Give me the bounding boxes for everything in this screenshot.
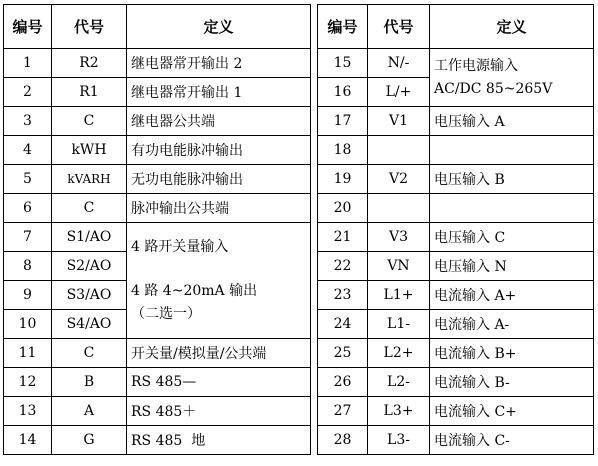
pin-number: 27	[318, 397, 368, 426]
pin-definition: 开关量/模拟量/公共端	[127, 339, 311, 368]
pin-definition: 有功电能脉冲输出	[127, 136, 311, 165]
merged-definition-line: 4 路 4~20mA 输出	[131, 282, 258, 299]
pin-definition: 电流输入 A+	[430, 281, 594, 310]
pin-definition: 继电器常开输出 1	[127, 78, 311, 107]
header-code: 代号	[52, 5, 127, 49]
pin-code: L2-	[368, 368, 430, 397]
pin-number: 14	[4, 426, 52, 455]
merged-definition-line: 4 路开关量输入	[131, 238, 229, 255]
pin-number: 4	[4, 136, 52, 165]
table-row	[318, 426, 594, 455]
pin-code: B	[52, 368, 127, 397]
pin-number: 7	[4, 223, 52, 252]
table-row	[318, 136, 594, 165]
table-row	[4, 165, 311, 194]
pin-code: S3/AO	[52, 281, 127, 310]
pin-definition: 电压输入 A	[430, 107, 594, 136]
pin-definition-merged	[127, 223, 311, 339]
pin-definition: 电流输入 C-	[430, 426, 594, 455]
pin-table-right	[317, 4, 594, 455]
pin-code: N/-	[368, 49, 430, 78]
pin-code: V3	[368, 223, 430, 252]
pin-code: C	[52, 339, 127, 368]
pin-number: 6	[4, 194, 52, 223]
table-row	[318, 223, 594, 252]
pin-code	[368, 194, 430, 223]
pin-number: 20	[318, 194, 368, 223]
pin-definition: RS 485—	[127, 368, 311, 397]
pin-number: 26	[318, 368, 368, 397]
pin-code: S2/AO	[52, 252, 127, 281]
pin-number: 24	[318, 310, 368, 339]
pin-number: 22	[318, 252, 368, 281]
pin-code: C	[52, 194, 127, 223]
header-number: 编号	[318, 5, 368, 49]
pin-definition: 电压输入 B	[430, 165, 594, 194]
pin-number: 5	[4, 165, 52, 194]
header-code: 代号	[368, 5, 430, 49]
pin-definition: 脉冲输出公共端	[127, 194, 311, 223]
pin-definition: 电流输入 B+	[430, 339, 594, 368]
pin-definition: 电压输入 N	[430, 252, 594, 281]
pin-number: 25	[318, 339, 368, 368]
table-row	[318, 194, 594, 223]
pin-code: V2	[368, 165, 430, 194]
table-row	[318, 368, 594, 397]
pin-code: S1/AO	[52, 223, 127, 252]
pin-definition: RS 485＋	[127, 397, 311, 426]
pin-code: L2+	[368, 339, 430, 368]
table-row	[318, 310, 594, 339]
pin-code: L1-	[368, 310, 430, 339]
pin-number: 15	[318, 49, 368, 78]
pin-number: 2	[4, 78, 52, 107]
table-row	[318, 107, 594, 136]
pin-definition: 电压输入 C	[430, 223, 594, 252]
table-row	[4, 136, 311, 165]
pin-number: 9	[4, 281, 52, 310]
pin-definition: 继电器公共端	[127, 107, 311, 136]
table-row	[318, 339, 594, 368]
pin-definition: 电流输入 C+	[430, 397, 594, 426]
pin-code: L/+	[368, 78, 430, 107]
pin-number: 10	[4, 310, 52, 339]
pin-number: 12	[4, 368, 52, 397]
table-row	[4, 397, 311, 426]
pin-definition: RS 485 地	[127, 426, 311, 455]
table-row	[318, 49, 594, 78]
pin-code: L1+	[368, 281, 430, 310]
table-row	[4, 78, 311, 107]
pin-number: 23	[318, 281, 368, 310]
pin-definition: 继电器常开输出 2	[127, 49, 311, 78]
pin-number: 17	[318, 107, 368, 136]
pin-definition: 电流输入 A-	[430, 310, 594, 339]
pin-code: kVARH	[52, 165, 127, 194]
pin-number: 21	[318, 223, 368, 252]
header-definition: 定义	[430, 5, 594, 49]
pin-code: V1	[368, 107, 430, 136]
header-definition: 定义	[127, 5, 311, 49]
table-row	[318, 281, 594, 310]
pin-code: L3-	[368, 426, 430, 455]
pin-code: C	[52, 107, 127, 136]
pin-code: R2	[52, 49, 127, 78]
pin-number: 19	[318, 165, 368, 194]
pin-number: 28	[318, 426, 368, 455]
pin-number: 13	[4, 397, 52, 426]
pin-definition-merged	[430, 49, 594, 107]
pin-code: A	[52, 397, 127, 426]
pin-number: 11	[4, 339, 52, 368]
header-row	[4, 5, 311, 49]
table-row	[4, 368, 311, 397]
merged-definition-line: AC/DC 85~265V	[434, 80, 553, 97]
pin-definition: 无功电能脉冲输出	[127, 165, 311, 194]
table-row	[4, 194, 311, 223]
table-row	[4, 339, 311, 368]
header-row	[318, 5, 594, 49]
pin-code: G	[52, 426, 127, 455]
table-row	[4, 49, 311, 78]
merged-definition-line: （二选一）	[131, 305, 201, 322]
pin-definition	[430, 194, 594, 223]
header-number: 编号	[4, 5, 52, 49]
pin-code: R1	[52, 78, 127, 107]
pin-code: S4/AO	[52, 310, 127, 339]
pin-number: 8	[4, 252, 52, 281]
pin-definition: 电流输入 B-	[430, 368, 594, 397]
pin-code: L3+	[368, 397, 430, 426]
pin-code: kWH	[52, 136, 127, 165]
pin-number: 1	[4, 49, 52, 78]
table-row	[4, 223, 311, 252]
pin-number: 3	[4, 107, 52, 136]
table-row	[4, 426, 311, 455]
merged-definition-line: 工作电源输入	[434, 57, 518, 74]
pin-number: 16	[318, 78, 368, 107]
pin-code	[368, 136, 430, 165]
pin-definition	[430, 136, 594, 165]
table-row	[318, 252, 594, 281]
pin-table-left	[3, 4, 311, 455]
pin-number: 18	[318, 136, 368, 165]
table-row	[4, 107, 311, 136]
table-row	[318, 397, 594, 426]
table-row	[318, 165, 594, 194]
pin-code: VN	[368, 252, 430, 281]
